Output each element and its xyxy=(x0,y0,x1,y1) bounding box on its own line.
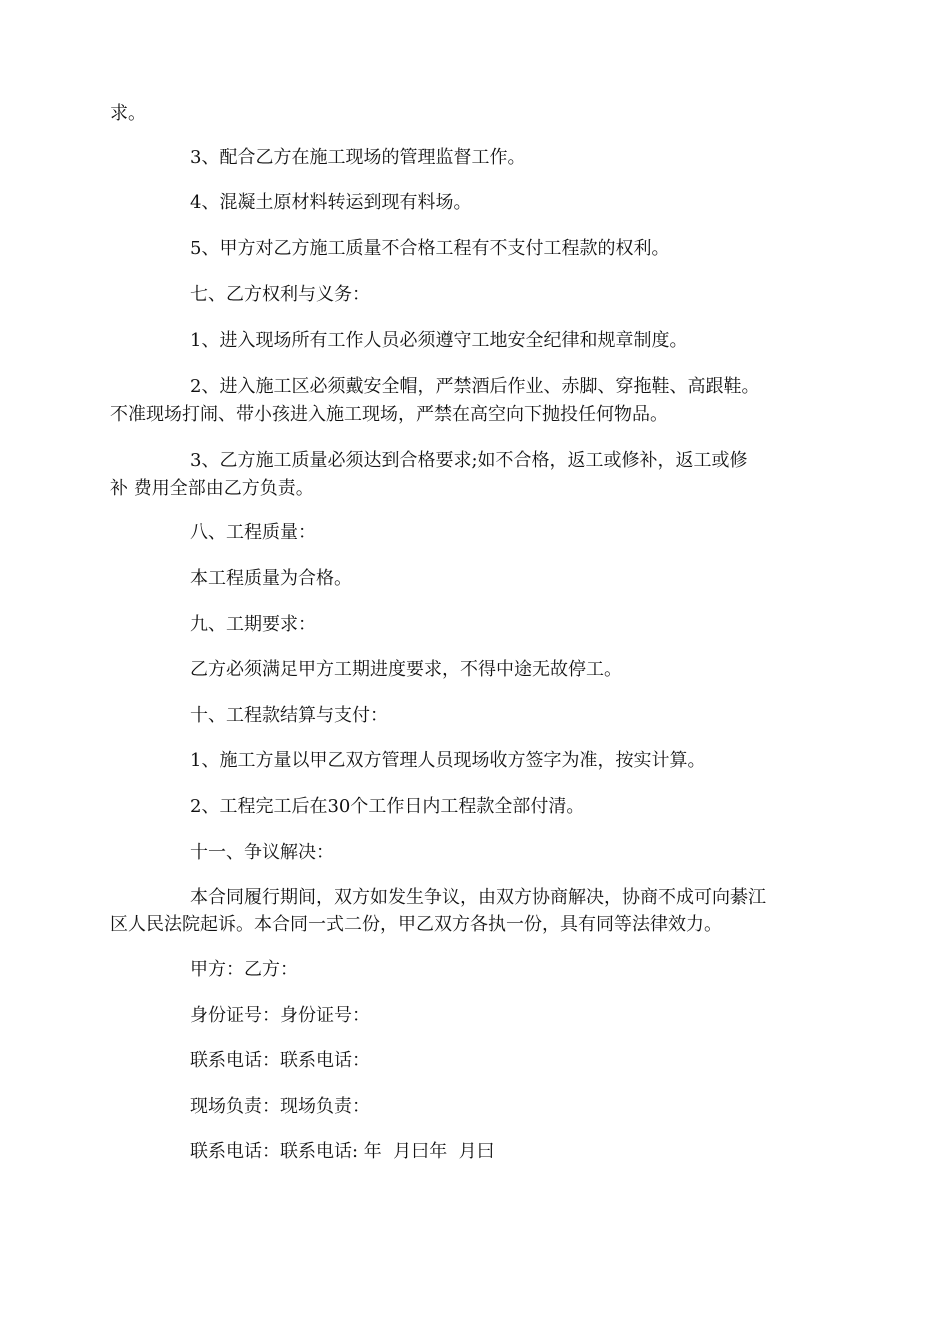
text-line: 不准现场打闹、带小孩进入施工现场，严禁在高空向下抛投任何物品。 xyxy=(110,404,668,425)
text-line: 本合同履行期间，双方如发生争议，由双方协商解决，协商不成可向綦江 xyxy=(190,887,766,908)
text-line: 求。 xyxy=(110,103,146,124)
text-line: 补 费用全部由乙方负责。 xyxy=(110,478,314,499)
text-line: 2、工程完工后在30个工作日内工程款全部付清。 xyxy=(190,796,585,817)
text-line: 区人民法院起诉。本合同一式二份，甲乙双方各执一份，具有同等法律效力。 xyxy=(110,914,722,935)
section-heading: 七、乙方权利与义务： xyxy=(190,284,370,305)
text-line: 3、乙方施工质量必须达到合格要求;如不合格，返工或修补，返工或修 xyxy=(190,450,748,471)
signature-line: 联系电话：联系电话: 年 月曰年 月曰 xyxy=(190,1141,495,1162)
signature-line: 现场负责：现场负责： xyxy=(190,1096,370,1117)
text-line: 2、进入施工区必须戴安全帽，严禁酒后作业、赤脚、穿拖鞋、高跟鞋。 xyxy=(190,376,760,397)
text-line: 5、甲方对乙方施工质量不合格工程有不支付工程款的权利。 xyxy=(190,238,670,259)
text-line: 4、混凝土原材料转运到现有料场。 xyxy=(190,192,472,213)
section-heading: 八、工程质量： xyxy=(190,522,316,543)
text-line: 3、配合乙方在施工现场的管理监督工作。 xyxy=(190,147,526,168)
signature-line: 联系电话：联系电话： xyxy=(190,1050,370,1071)
text-line: 1、施工方量以甲乙双方管理人员现场收方签字为准，按实计算。 xyxy=(190,750,706,771)
signature-line: 身份证号：身份证号： xyxy=(190,1005,370,1026)
section-heading: 九、工期要求： xyxy=(190,614,316,635)
text-line: 1、进入现场所有工作人员必须遵守工地安全纪律和规章制度。 xyxy=(190,330,688,351)
section-heading: 十一、争议解决： xyxy=(190,842,334,863)
text-line: 乙方必须满足甲方工期进度要求，不得中途无故停工。 xyxy=(190,659,622,680)
section-heading: 十、工程款结算与支付： xyxy=(190,705,388,726)
text-line: 本工程质量为合格。 xyxy=(190,568,352,589)
signature-line: 甲方：乙方： xyxy=(190,959,298,980)
